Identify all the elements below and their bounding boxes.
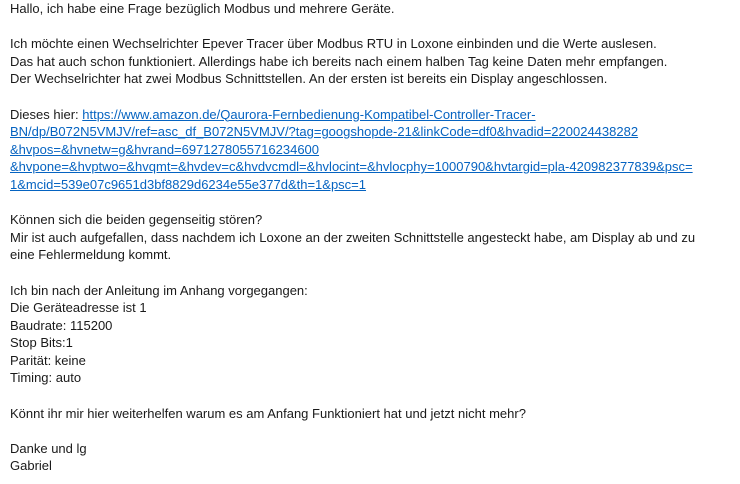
body-line: Ich möchte einen Wechselrichter Epever Tracer über Modbus RTU in Loxone einbinden und die Werte auslesen. <box>10 36 657 52</box>
blank-line <box>10 387 736 405</box>
blank-line <box>10 194 736 212</box>
setting-line: Stop Bits:1 <box>10 335 73 351</box>
body-line: eine Fehlermeldung kommt. <box>10 247 172 263</box>
body-line: Das hat auch schon funktioniert. Allerdings habe ich bereits nach einem halben Tag keine Daten mehr empfangen. <box>10 53 668 69</box>
signature: Gabriel <box>10 458 52 474</box>
setting-line: Timing: auto <box>10 370 82 386</box>
amazon-link-continued[interactable]: BN/dp/B072N5VMJV/ref=asc_df_B072N5VMJV/?tag=googshopde-21&linkCode=df0&hvadid=220024438282 <box>10 124 639 140</box>
setting-line: Die Geräteadresse ist 1 <box>10 300 147 316</box>
setting-line: Baudrate: 115200 <box>10 317 113 333</box>
amazon-link-continued[interactable]: &hvpone=&hvptwo=&hvqmt=&hvdev=c&hvdvcmdl=&hvlocint=&hvlocphy=1000790&hvtargid=pla-420982377839&psc= <box>10 159 693 175</box>
amazon-link-continued[interactable]: &hvpos=&hvnetw=g&hvrand=6971278055716234600 <box>10 141 320 157</box>
body-line: Können sich die beiden gegenseitig stören? <box>10 212 263 228</box>
link-line <box>10 106 736 124</box>
setting-line: Parität: keine <box>10 352 86 368</box>
amazon-link-continued[interactable]: 1&mcid=539e07c9651d3bf8829d6234e55e377d&th=1&psc=1 <box>10 176 367 192</box>
body-line: Ich bin nach der Anleitung im Anhang vorgegangen: <box>10 282 308 298</box>
closing-line: Danke und lg <box>10 440 87 456</box>
link-intro: Dieses hier: <box>10 106 83 122</box>
blank-line <box>10 18 736 36</box>
link-line <box>10 176 736 194</box>
amazon-link[interactable]: https://www.amazon.de/Qaurora-Fernbedienung-Kompatibel-Controller-Tracer- <box>82 106 536 122</box>
link-line <box>10 158 736 176</box>
blank-line <box>10 264 736 282</box>
blank-line <box>10 422 736 440</box>
blank-line <box>10 88 736 106</box>
link-line <box>10 141 736 159</box>
greeting-line: Hallo, ich habe eine Frage bezüglich Modbus und mehrere Geräte. <box>10 1 395 16</box>
question-line: Könnt ihr mir hier weiterhelfen warum es am Anfang Funktioniert hat und jetzt nicht mehr? <box>10 405 526 421</box>
email-body <box>10 0 736 475</box>
body-line: Der Wechselrichter hat zwei Modbus Schnittstellen. An der ersten ist bereits ein Display angeschlossen. <box>10 71 608 87</box>
body-line: Mir ist auch aufgefallen, dass nachdem ich Loxone an der zweiten Schnittstelle angesteckt habe, am Display ab und zu <box>10 229 696 245</box>
link-line <box>10 123 736 141</box>
